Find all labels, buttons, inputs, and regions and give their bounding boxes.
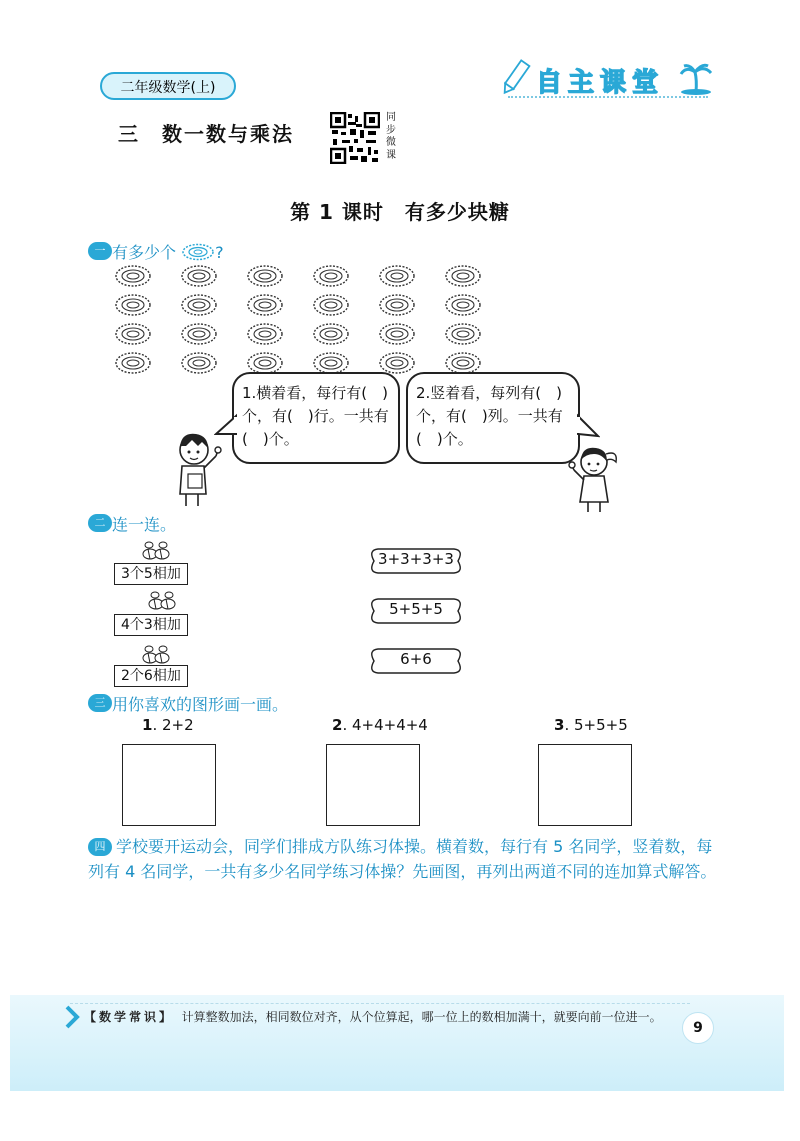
section-badge-3: 三	[88, 694, 112, 712]
candy-icon	[380, 266, 414, 286]
candy-icon	[248, 324, 282, 344]
candy-icon	[116, 353, 150, 373]
match-expr-1[interactable]: 3+3+3+3	[368, 546, 464, 576]
candy-icon	[446, 324, 480, 344]
chevron-right-icon	[64, 1005, 80, 1029]
draw-box-3[interactable]	[538, 744, 632, 826]
candy-icon	[116, 324, 150, 344]
candy-icon	[181, 243, 215, 261]
bees-icon-2	[146, 588, 180, 614]
match-label-1[interactable]: 3个5相加	[114, 563, 188, 585]
brand-logo	[498, 58, 718, 102]
section-title-3: 用你喜欢的图形画一画。	[112, 695, 289, 714]
section-title-1: 有多少个 ?	[112, 243, 224, 262]
palm-tree-icon	[678, 62, 714, 96]
section-badge-2: 二	[88, 514, 112, 532]
pencil-icon	[498, 58, 532, 98]
section-title-2: 连一连。	[112, 515, 177, 534]
girl-illustration	[566, 440, 624, 514]
candy-icon	[446, 353, 480, 373]
candy-icon	[380, 324, 414, 344]
boy-illustration	[168, 428, 228, 508]
qr-code-icon[interactable]	[330, 112, 380, 164]
candy-icon	[182, 353, 216, 373]
candy-icon	[380, 353, 414, 373]
candy-icon	[314, 324, 348, 344]
section-badge-4: 四	[88, 838, 112, 856]
footer-divider	[70, 1003, 690, 1004]
match-expr-2[interactable]: 5+5+5	[368, 596, 464, 626]
candy-icon	[248, 295, 282, 315]
bees-icon-3	[140, 642, 174, 666]
candy-icon	[116, 266, 150, 286]
candy-icon	[116, 295, 150, 315]
candy-icon	[446, 295, 480, 315]
lesson-title: 第 1 课时 有多少块糖	[290, 200, 510, 224]
speech-bubble-left: 1.横着看，每行有( ) 个，有( )行。一共有 ( )个。	[232, 372, 400, 464]
candy-icon	[314, 266, 348, 286]
candy-icon	[182, 266, 216, 286]
word-problem: 学校要开运动会，同学们排成方队练习体操。横着数，每行有 5 名同学，竖着数，每列有 4 名同学，一共有多少名同学练习体操？先画图，再列出两道不同的连加算式解答。	[88, 837, 717, 881]
qr-caption: 同 步 微 课	[386, 112, 396, 161]
candy-icon	[182, 324, 216, 344]
candy-icon	[314, 295, 348, 315]
candy-icon	[314, 353, 348, 373]
draw-item-3-label: 3. 5+5+5	[554, 716, 628, 734]
chapter-title: 三 数一数与乘法	[118, 122, 294, 146]
candy-icon	[446, 266, 480, 286]
draw-item-2-label: 2. 4+4+4+4	[332, 716, 428, 734]
bubble-tail-right	[576, 412, 600, 442]
section-badge-1: 一	[88, 242, 112, 260]
brand-text: 自主课堂	[536, 68, 665, 98]
match-label-3[interactable]: 2个6相加	[114, 665, 188, 687]
page-number: 9	[682, 1012, 714, 1044]
candy-icon	[248, 266, 282, 286]
candy-icon	[380, 295, 414, 315]
draw-item-1-label: 1. 2+2	[142, 716, 194, 734]
candy-icon	[248, 353, 282, 373]
bees-icon-1	[140, 538, 174, 562]
draw-box-1[interactable]	[122, 744, 216, 826]
speech-bubble-right: 2.竖着看，每列有( ) 个，有( )列。一共有 ( )个。	[406, 372, 580, 464]
brand-underline	[508, 96, 708, 98]
match-label-2[interactable]: 4个3相加	[114, 614, 188, 636]
candy-icon	[182, 295, 216, 315]
match-expr-3[interactable]: 6+6	[368, 646, 464, 676]
draw-box-2[interactable]	[326, 744, 420, 826]
grade-pill: 二年级数学(上)	[100, 72, 236, 100]
candy-grid	[106, 262, 506, 374]
footer-tip: 【数学常识】 计算整数加法，相同数位对齐，从个位算起，哪一位上的数相加满十，就要向前一位进一。	[84, 1010, 662, 1024]
